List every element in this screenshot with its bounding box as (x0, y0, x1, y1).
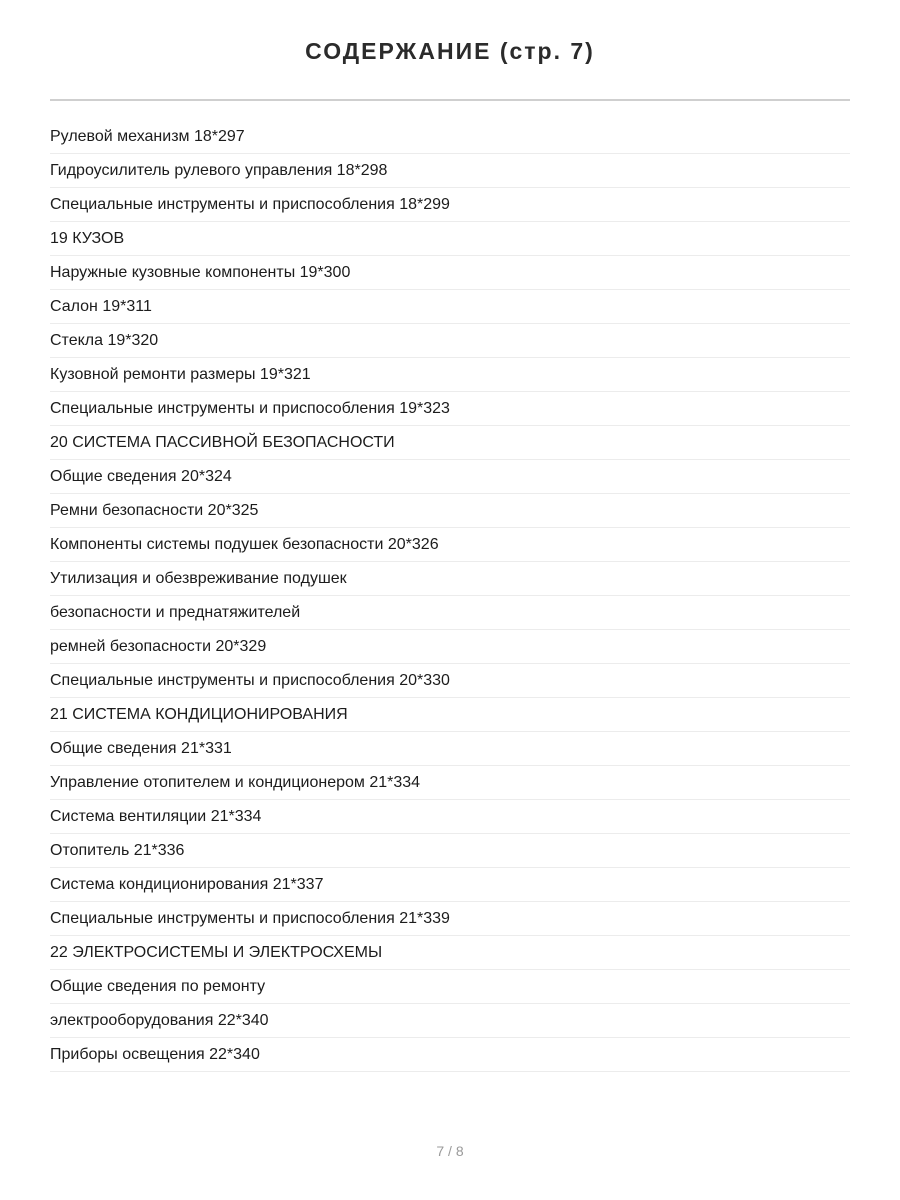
contents-item: Специальные инструменты и приспособления 18*299 (50, 188, 850, 222)
contents-item: электрооборудования 22*340 (50, 1004, 850, 1038)
contents-item: Стекла 19*320 (50, 324, 850, 358)
page-indicator: 7 / 8 (436, 1143, 464, 1159)
contents-item: Система вентиляции 21*334 (50, 800, 850, 834)
contents-item: Общие сведения 20*324 (50, 460, 850, 494)
contents-item: Гидроусилитель рулевого управления 18*298 (50, 154, 850, 188)
contents-list (50, 120, 850, 1072)
contents-item: 19 КУЗОВ (50, 222, 850, 256)
contents-item: 22 ЭЛЕКТРОСИСТЕМЫ И ЭЛЕКТРОСХЕМЫ (50, 936, 850, 970)
contents-item: Общие сведения по ремонту (50, 970, 850, 1004)
contents-item: Кузовной ремонти размеры 19*321 (50, 358, 850, 392)
contents-item: Система кондиционирования 21*337 (50, 868, 850, 902)
page-title: СОДЕРЖАНИЕ (стр. 7) (305, 38, 595, 64)
contents-item: Утилизация и обезвреживание подушек (50, 562, 850, 596)
contents-item: Специальные инструменты и приспособления 19*323 (50, 392, 850, 426)
contents-item: Ремни безопасности 20*325 (50, 494, 850, 528)
contents-item: Компоненты системы подушек безопасности 20*326 (50, 528, 850, 562)
contents-item: ремней безопасности 20*329 (50, 630, 850, 664)
contents-item: 20 СИСТЕМА ПАССИВНОЙ БЕЗОПАСНОСТИ (50, 426, 850, 460)
contents-item: 21 СИСТЕМА КОНДИЦИОНИРОВАНИЯ (50, 698, 850, 732)
contents-item: Приборы освещения 22*340 (50, 1038, 850, 1072)
contents-item: Салон 19*311 (50, 290, 850, 324)
contents-item: безопасности и преднатяжителей (50, 596, 850, 630)
contents-item: Рулевой механизм 18*297 (50, 120, 850, 154)
contents-item: Наружные кузовные компоненты 19*300 (50, 256, 850, 290)
contents-item: Управление отопителем и кондиционером 21*334 (50, 766, 850, 800)
title-divider (50, 99, 850, 101)
contents-item: Специальные инструменты и приспособления 21*339 (50, 902, 850, 936)
contents-item: Отопитель 21*336 (50, 834, 850, 868)
contents-item: Специальные инструменты и приспособления 20*330 (50, 664, 850, 698)
contents-item: Общие сведения 21*331 (50, 732, 850, 766)
